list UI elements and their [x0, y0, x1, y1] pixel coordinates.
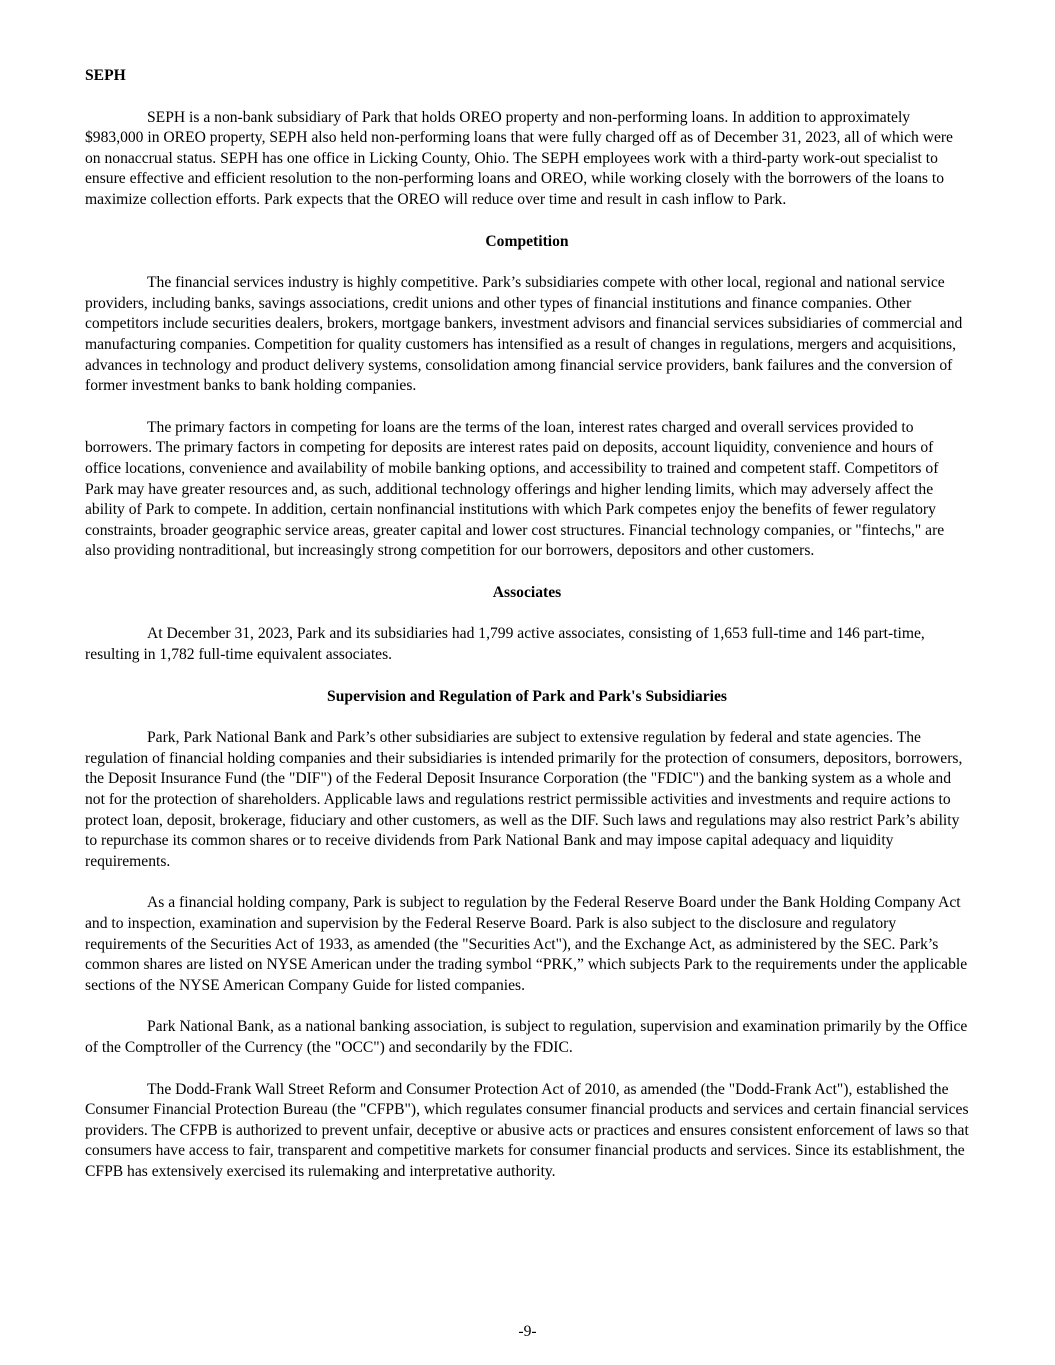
associates-paragraph-1: At December 31, 2023, Park and its subsidiaries had 1,799 active associates, consisting of 1,653 full-time and 146 part-time, resulting in 1,782 full-time equivalent associates. — [85, 625, 925, 664]
competition-paragraph-1: The financial services industry is highly competitive. Park’s subsidiaries compete with other local, regional and national service providers, including banks, savings associations, credit unions and other types of financial institutions and finance companies. Other competitors include securities dealers, brokers, mortgage bankers, investment advisors and financial services subsidiaries of commercial and manufacturing companies. Competition for quality customers has intensified as a result of changes in regulations, mergers and acquisitions, advances in technology and product delivery systems, consolidation among financial service providers, bank failures and the conversion of former investment banks to bank holding companies. — [85, 274, 963, 395]
section-heading-competition: Competition — [485, 232, 569, 250]
section-heading-seph: SEPH — [85, 67, 126, 84]
page-number: -9- — [518, 1323, 537, 1340]
seph-paragraph-1: SEPH is a non-bank subsidiary of Park that holds OREO property and non-performing loans. In addition to approximately $983,000 in OREO property, SEPH also held non-performing loans that were fully charged off as of December 31, 2023, all of which were on nonaccrual status. SEPH has one office in Licking County, Ohio. The SEPH employees work with a third-party work-out specialist to ensure effective and efficient resolution to the non-performing loans and OREO, while working closely with the borrowers of the loans to maximize collection efforts. Park expects that the OREO will reduce over time and result in cash inflow to Park. — [85, 108, 953, 208]
supervision-paragraph-4: The Dodd-Frank Wall Street Reform and Consumer Protection Act of 2010, as amended (the "Dodd-Frank Act"), established the Consumer Financial Protection Bureau (the "CFPB"), which regulates consumer financial products and services and certain financial services providers. The CFPB is authorized to prevent unfair, deceptive or abusive acts or practices and ensures consistent enforcement of laws so that consumers have access to fair, transparent and competitive markets for consumer financial products and services. Since its establishment, the CFPB has extensively exercised its rulemaking and interpretative authority. — [85, 1080, 969, 1180]
section-heading-supervision: Supervision and Regulation of Park and Park's Subsidiaries — [327, 687, 727, 705]
supervision-paragraph-3: Park National Bank, as a national banking association, is subject to regulation, supervision and examination primarily by the Office of the Comptroller of the Currency (the "OCC") and secondarily by the FDIC. — [85, 1018, 968, 1056]
supervision-paragraph-2: As a financial holding company, Park is subject to regulation by the Federal Reserve Board under the Bank Holding Company Act and to inspection, examination and supervision by the Federal Reserve Board. Park is also subject to the disclosure and regulatory requirements of the Securities Act of 1933, as amended (the "Securities Act"), and the Exchange Act, as administered by the SEC. Park’s common shares are listed on NYSE American under the trading symbol “PRK,” which subjects Park to the requirements under the applicable sections of the NYSE American Company Guide for listed companies. — [85, 894, 968, 994]
supervision-paragraph-1: Park, Park National Bank and Park’s other subsidiaries are subject to extensive regulation by federal and state agencies. The regulation of financial holding companies and their subsidiaries is intended primarily for the protection of consumers, depositors, borrowers, the Deposit Insurance Fund (the "DIF") of the Federal Deposit Insurance Corporation (the "FDIC") and the banking system as a whole and not for the protection of shareholders. Applicable laws and regulations restrict permissible activities and investments and require actions to protect loan, deposit, brokerage, fiduciary and other customers, as well as the DIF. Such laws and regulations may also restrict Park’s ability to repurchase its common shares or to receive dividends from Park National Bank and may impose capital adequacy and liquidity requirements. — [85, 729, 963, 870]
section-heading-associates: Associates — [492, 583, 562, 601]
document-page — [85, 66, 969, 1204]
competition-paragraph-2: The primary factors in competing for loans are the terms of the loan, interest rates charged and overall services provided to borrowers. The primary factors in competing for deposits are interest rates paid on deposits, account liquidity, convenience and hours of office locations, convenience and availability of mobile banking options, and accessibility to trained and competent staff. Competitors of Park may have greater resources and, as such, additional technology offerings and higher lending limits, which may adversely affect the ability of Park to compete. In addition, certain nonfinancial institutions with which Park competes enjoy the benefits of fewer regulatory constraints, broader geographic service areas, greater capital and lower cost structures. Financial technology companies, or "fintechs," are also providing nontraditional, but increasingly strong competition for our borrowers, depositors and other customers. — [85, 418, 945, 560]
